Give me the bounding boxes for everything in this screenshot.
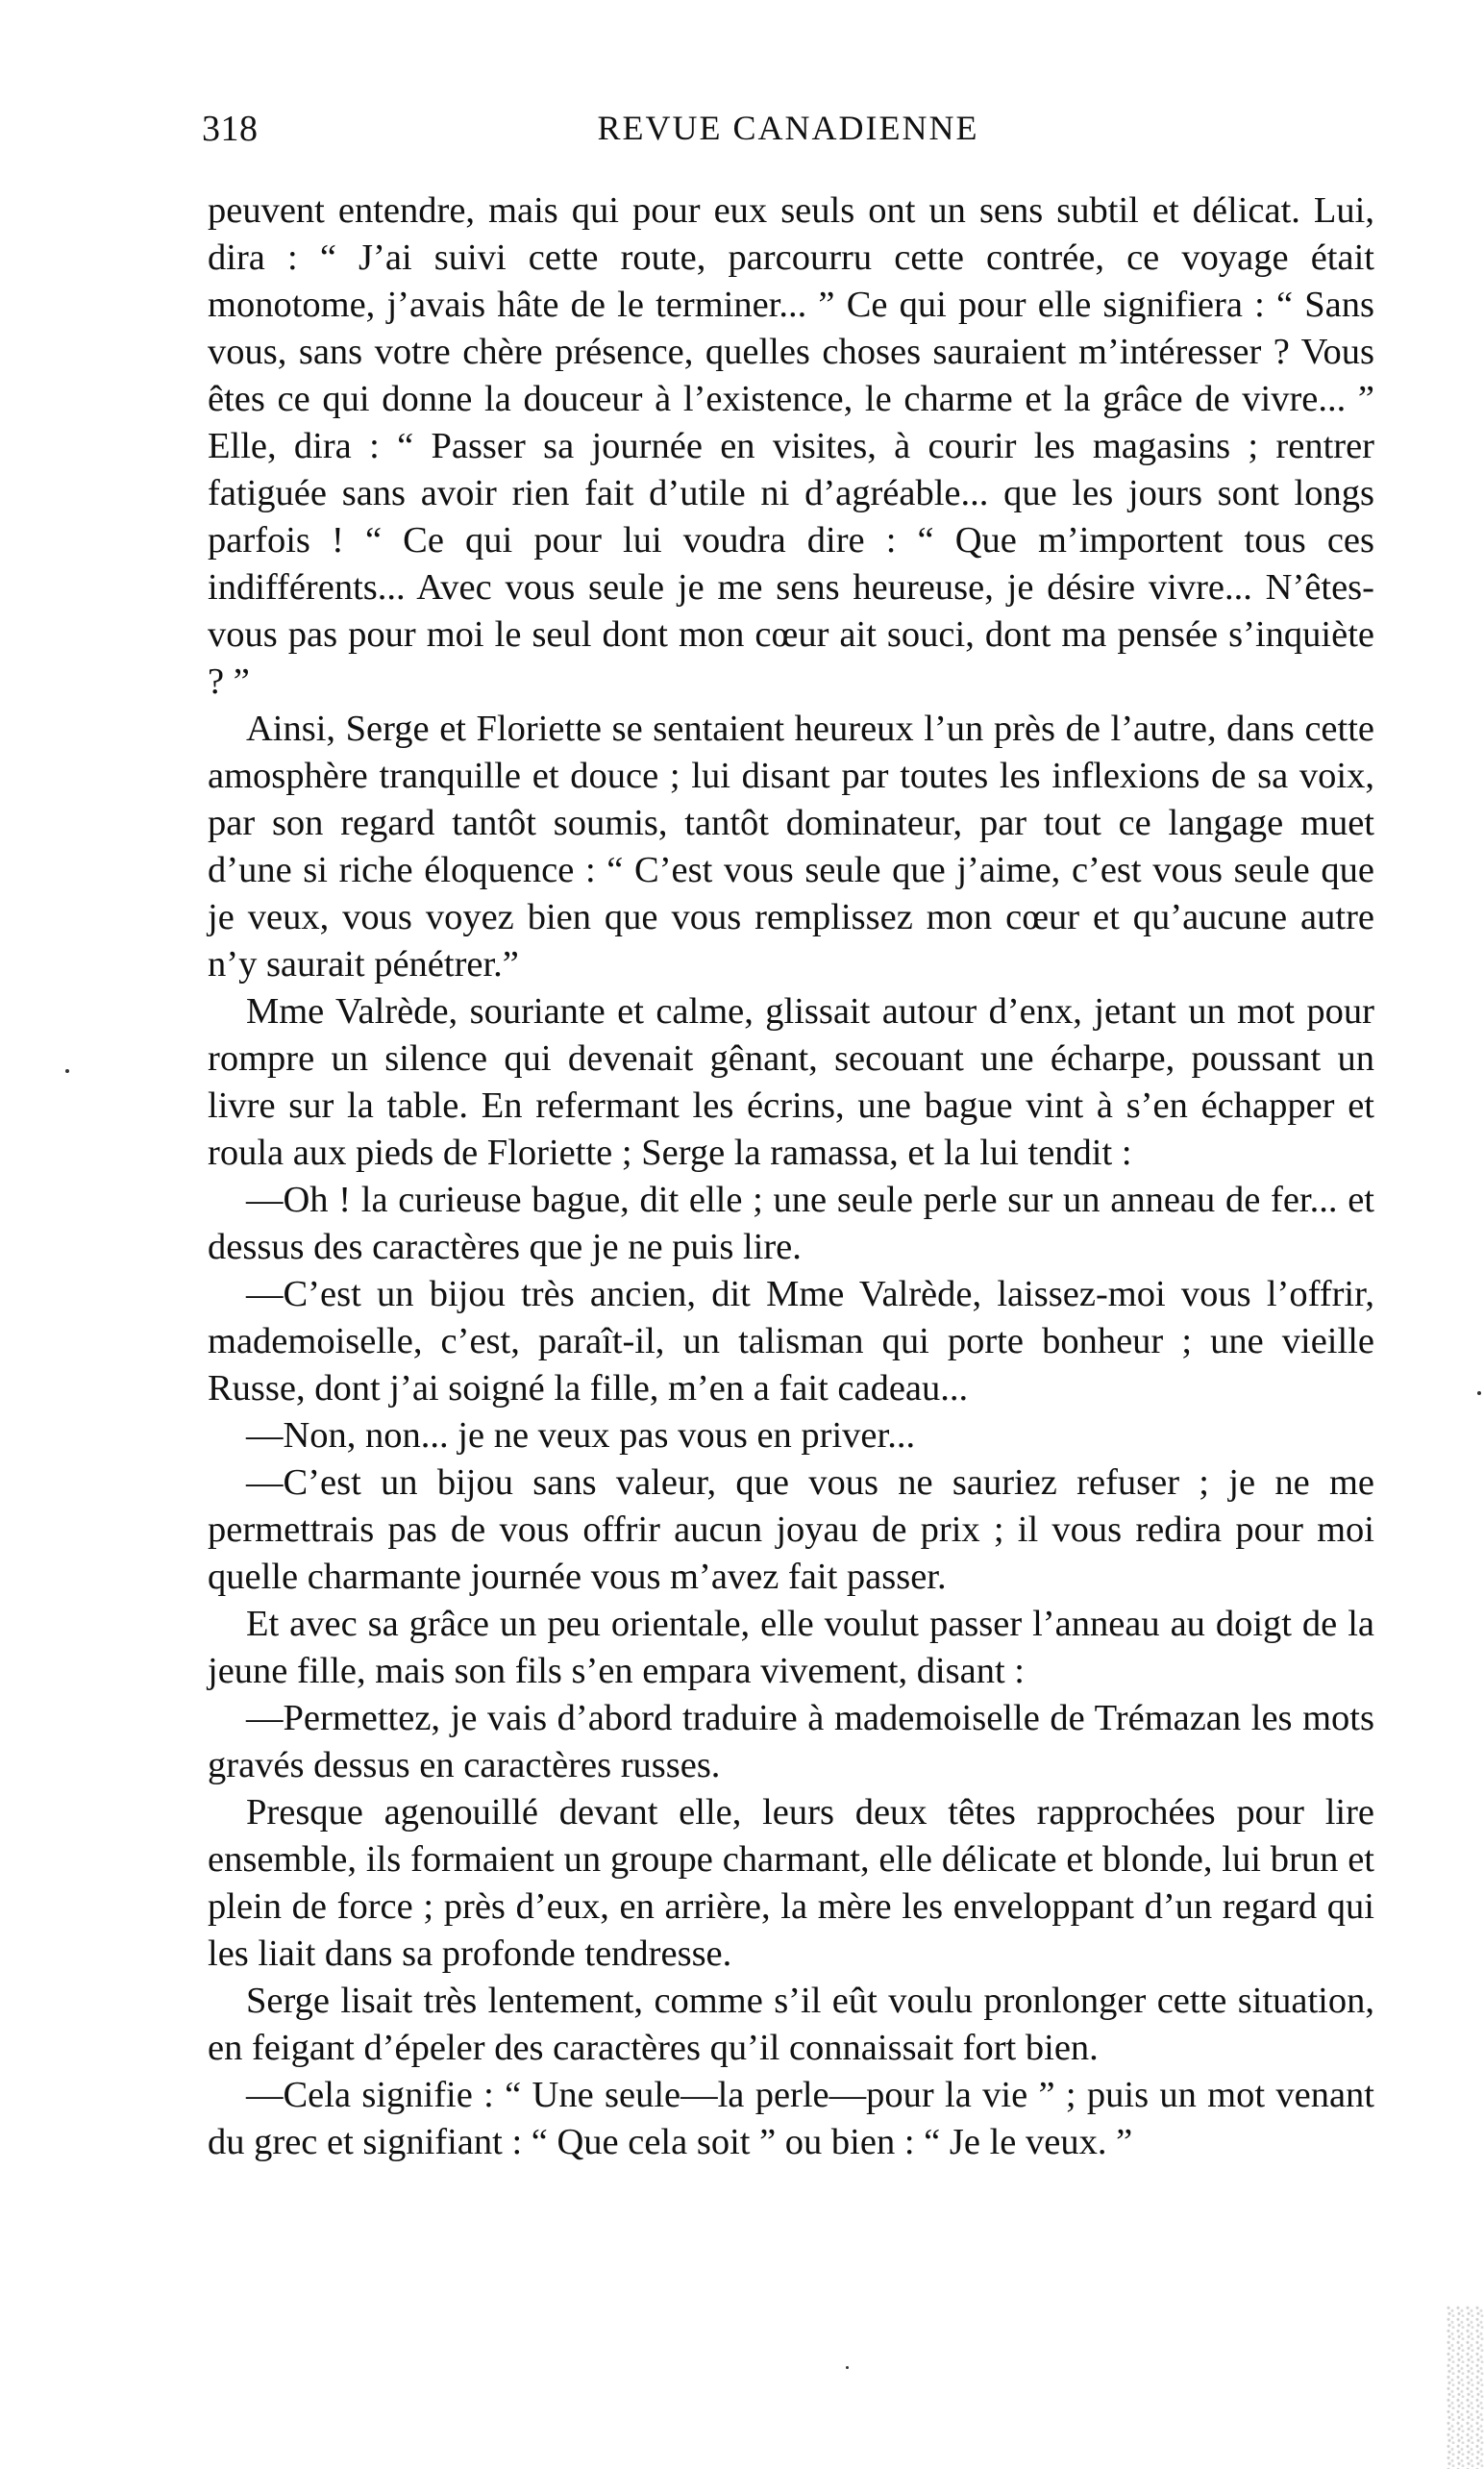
scan-speck — [65, 1069, 69, 1073]
dialogue-paragraph: —Non, non... je ne veux pas vous en priver... — [246, 1415, 916, 1456]
scan-speck — [846, 2366, 849, 2369]
text-body — [208, 187, 1374, 2166]
dialogue-paragraph: —Oh ! la curieuse bague, dit elle ; une seule perle sur un anneau de fer... et dessus des caractères que je ne puis lire. — [208, 1180, 1374, 1267]
dialogue-paragraph: —C’est un bijou très ancien, dit Mme Valrède, laissez-moi vous l’offrir, mademoiselle, c’est, paraît-il, un talisman qui porte bonheur ; une vieille Russe, dont j’ai soigné la fille, m’en a fait cadeau... — [208, 1274, 1374, 1409]
dialogue-paragraph: —C’est un bijou sans valeur, que vous ne sauriez refuser ; je ne me permettrais pas de vous offrir aucun joyau de prix ; il vous redira pour moi quelle charmante journée vous m’avez fait passer. — [208, 1462, 1374, 1597]
journal-title: REVUE CANADIENNE — [597, 109, 979, 147]
dialogue-paragraph: —Permettez, je vais d’abord traduire à mademoiselle de Trémazan les mots gravés dessus en caractères russes. — [208, 1698, 1374, 1785]
paragraph: Serge lisait très lentement, comme s’il eût voulu pronlonger cette situation, en feigant d’épeler des caractères qu’il connaissait fort bien. — [208, 1981, 1374, 2068]
paragraph: Et avec sa grâce un peu orientale, elle voulut passer l’anneau au doigt de la jeune fille, mais son fils s’en empara vivement, disant : — [208, 1604, 1374, 1691]
dialogue-paragraph: —Cela signifie : “ Une seule—la perle—pour la vie ” ; puis un mot venant du grec et signifiant : “ Que cela soit ” ou bien : “ Je le veux. ” — [208, 2075, 1374, 2162]
paragraph: Ainsi, Serge et Floriette se sentaient heureux l’un près de l’autre, dans cette amosphère tranquille et douce ; lui disant par toutes les inflexions de sa voix, par son regard tantôt soumis, tantôt dominateur, par tout ce langage muet d’une si riche éloquence : “ C’est vous seule que j’aime, c’est vous seule que je veux, vous voyez bien que vous remplissez mon cœur et qu’aucune autre n’y saurait pénétrer.” — [208, 709, 1374, 985]
paragraph: Mme Valrède, souriante et calme, glissait autour d’enx, jetant un mot pour rompre un silence qui devenait gênant, secouant une écharpe, poussant un livre sur la table. En refermant les écrins, une bague vint à s’en échapper et roula aux pieds de Floriette ; Serge la ramassa, et la lui tendit : — [208, 991, 1374, 1173]
scan-speck — [1477, 1391, 1481, 1395]
paragraph: Presque agenouillé devant elle, leurs deux têtes rapprochées pour lire ensemble, ils formaient un groupe charmant, elle délicate et blonde, lui brun et plein de force ; près d’eux, en arrière, la mère les enveloppant d’un regard qui les liait dans sa profonde tendresse. — [208, 1792, 1374, 1974]
paragraph-continued: peuvent entendre, mais qui pour eux seuls ont un sens subtil et délicat. Lui, dira : “ J’ai suivi cette route, parcourru cette contrée, ce voyage était monotome, j’avais hâte de le terminer... ” Ce qui pour elle signifiera : “ Sans vous, sans votre chère présence, quelles choses sauraient m’intéresser ? Vous êtes ce qui donne la douceur à l’existence, le charme et la grâce de vivre... ” Elle, dira : “ Passer sa journée en visites, à courir les magasins ; rentrer fatiguée sans avoir rien fait d’utile ni d’agréable... que les jours sont longs parfois ! “ Ce qui pour lui voudra dire : “ Que m’importent tous ces indifférents... Avec vous seule je me sens heureuse, je désire vivre... N’êtes-vous pas pour moi le seul dont mon cœur ait souci, dont ma pensée s’inquiète ? ” — [208, 190, 1374, 702]
page-number: 318 — [202, 109, 259, 149]
scan-edge-noise — [1446, 2306, 1484, 2469]
running-head — [202, 108, 1374, 165]
